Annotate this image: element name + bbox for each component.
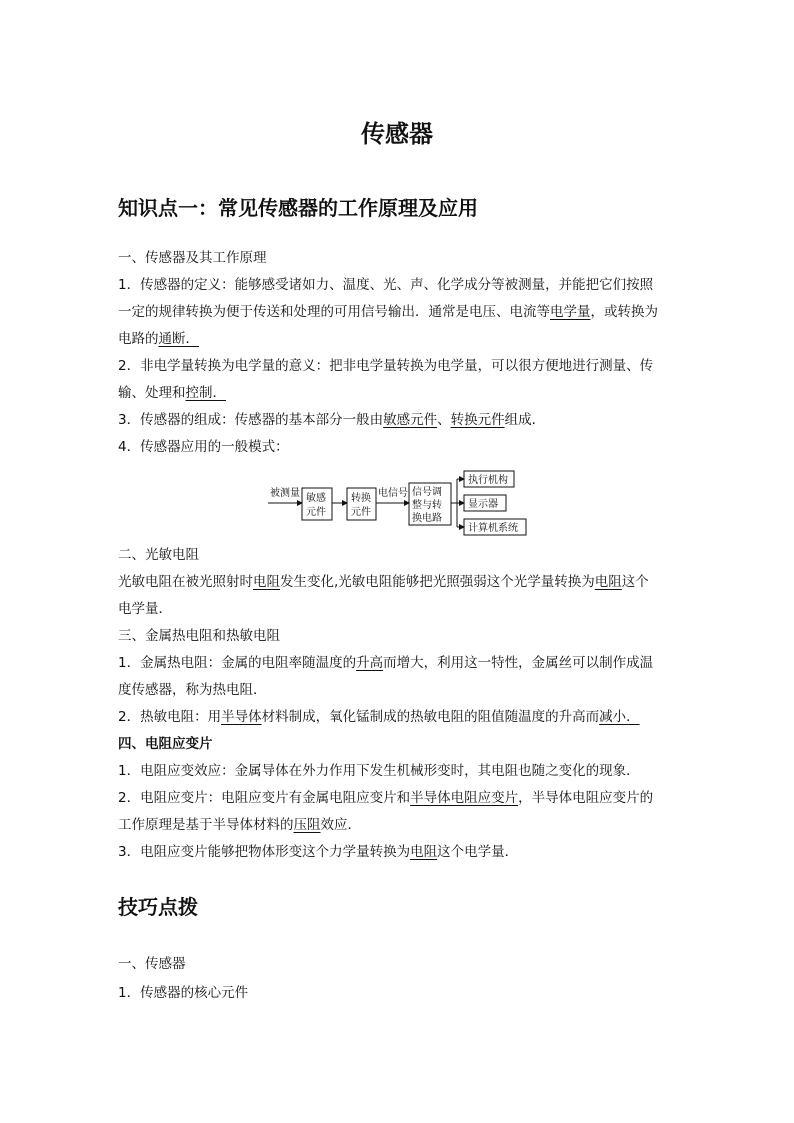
answer-piezoresistive: 压阻 xyxy=(293,817,321,833)
diagram-input-label: 被测量 xyxy=(270,488,300,499)
paragraph-photoresistor-line2: 电学量． xyxy=(118,601,172,617)
diagram-signal-label: 电信号 xyxy=(378,488,408,499)
subheading-sensor-principle: 一、传感器及其工作原理 xyxy=(118,250,267,266)
subheading-strain-gauge: 四、电阻应变片 xyxy=(118,736,213,752)
diagram-sensitive-line1: 敏感 xyxy=(306,493,326,504)
paragraph-metal-thermal-line1: 1．金属热电阻：金属的电阻率随温度的升高而增大，利用这一特性，金属丝可以制作成温 xyxy=(118,655,654,671)
section-heading-tips: 技巧点拨 xyxy=(118,895,198,919)
answer-control: 控制． xyxy=(185,385,226,401)
answer-electrical-quantity: 电学量 xyxy=(550,304,591,320)
diagram-out3-label: 计算机系统 xyxy=(468,523,518,534)
diagram-adjust-line2: 整与转 xyxy=(412,500,442,511)
answer-increase: 升高 xyxy=(356,655,384,671)
diagram-out1-label: 执行机构 xyxy=(468,475,508,486)
paragraph-significance-line1: 2．非电学量转换为电学量的意义：把非电学量转换为电学量，可以很方便地进行测量、传 xyxy=(118,358,654,374)
answer-on-off: 通断． xyxy=(158,331,199,347)
diagram-adjust-line1: 信号调 xyxy=(412,487,442,498)
answer-decrease: 减小． xyxy=(599,709,640,725)
paragraph-thermistor: 2．热敏电阻：用半导体材料制成，氧化锰制成的热敏电阻的阻值随温度的升高而减小． xyxy=(118,709,640,725)
diagram-adjust-line3: 换电路 xyxy=(412,513,442,524)
paragraph-application-mode: 4．传感器应用的一般模式： xyxy=(118,439,289,455)
paragraph-photoresistor-line1: 光敏电阻在被光照射时电阻发生变化,光敏电阻能够把光照强弱这个光学量转换为电阻这个 xyxy=(118,574,649,590)
sensor-application-diagram xyxy=(268,466,538,538)
section-heading-knowledge-point-1: 知识点一：常见传感器的工作原理及应用 xyxy=(118,196,478,220)
answer-resistance-2: 电阻 xyxy=(594,574,622,590)
paragraph-metal-thermal-line2: 度传感器，称为热电阻． xyxy=(118,682,267,698)
paragraph-definition-line3: 电路的通断． xyxy=(118,331,199,347)
answer-conversion-element: 转换元件 xyxy=(450,412,505,428)
paragraph-core-element: 1．传感器的核心元件 xyxy=(118,985,249,1001)
answer-resistance-3: 电阻 xyxy=(410,844,438,860)
paragraph-strain-effect: 1．电阻应变效应：金属导体在外力作用下发生机械形变时，其电阻也随之变化的现象． xyxy=(118,763,640,779)
diagram-convert-line1: 转换 xyxy=(351,493,371,504)
answer-semiconductor-strain-gauge: 半导体电阻应变片 xyxy=(410,790,519,806)
subheading-photoresistor: 二、光敏电阻 xyxy=(118,547,199,563)
paragraph-significance-line2: 输、处理和控制． xyxy=(118,385,226,401)
answer-sensitive-element: 敏感元件 xyxy=(383,412,438,428)
page-title: 传感器 xyxy=(361,120,433,148)
paragraph-definition-line1: 1．传感器的定义：能够感受诸如力、温度、光、声、化学成分等被测量，并能把它们按照 xyxy=(118,277,654,293)
paragraph-composition: 3．传感器的组成：传感器的基本部分一般由敏感元件、转换元件组成． xyxy=(118,412,546,428)
paragraph-definition-line2: 一定的规律转换为便于传送和处理的可用信号输出．通常是电压、电流等电学量，或转换为 xyxy=(118,304,658,320)
diagram-sensitive-line2: 元件 xyxy=(306,507,326,518)
answer-semiconductor: 半导体 xyxy=(221,709,262,725)
answer-resistance-1: 电阻 xyxy=(253,574,280,590)
subheading-thermal-resistor: 三、金属热电阻和热敏电阻 xyxy=(118,628,280,644)
paragraph-strain-conversion: 3．电阻应变片能够把物体形变这个力学量转换为电阻这个电学量． xyxy=(118,844,519,860)
paragraph-strain-gauge-line1: 2．电阻应变片：电阻应变片有金属电阻应变片和半导体电阻应变片，半导体电阻应变片的 xyxy=(118,790,654,806)
subheading-sensor: 一、传感器 xyxy=(118,956,186,972)
diagram-out2-label: 显示器 xyxy=(468,499,498,510)
diagram-convert-line2: 元件 xyxy=(351,507,371,518)
paragraph-strain-gauge-line2: 工作原理是基于半导体材料的压阻效应． xyxy=(118,817,361,833)
